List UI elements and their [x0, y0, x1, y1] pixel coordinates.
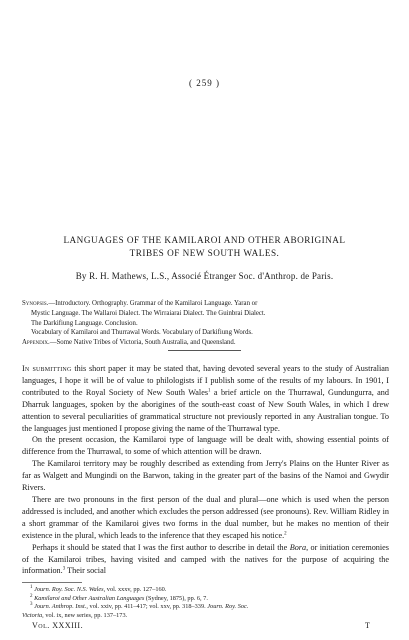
paragraph: In submitting this short paper it may be stated that, having devoted several years to the study of Australian languages, I hope it will be of value to philologists if I publish some of the results of my labours. In 1901, I contributed to the Royal Society of New South Wales$^1$ a brief article on the Thurrawal, Gundungurra, and Dharruk languages, spoken by the aborigines of the south-east coast of New South Wales, in which I drew attention to several peculiarities of grammatical structure not previously reported in any Australian tongue. To the languages just mentioned I propose giving the name of the Thurrawal type. [22, 364, 389, 433]
footnote-ref[interactable]: 1 [208, 388, 211, 394]
title-line-2: TRIBES OF NEW SOUTH WALES. [129, 248, 280, 258]
emphasis-bora: Bora [289, 542, 307, 552]
footnote-1: $^1$ Journ. Roy. Soc. N.S. Wales, vol. xxxv, pp. 127–160. [30, 584, 167, 593]
synopsis-line: Synopsis.—Introductory. Orthography. Grammar of the Kamilaroi Language. Yaran or [22, 300, 258, 307]
author-byline: By R. H. Mathews, L.S., Associé Étranger Soc. d'Anthrop. de Paris. [75, 271, 334, 281]
synopsis [22, 299, 388, 348]
appendix-label: Appendix. [22, 339, 50, 347]
article-body [22, 363, 389, 577]
synopsis-line: Vocabulary of Kamilaroi and Thurrawal Words. Vocabulary of Darkifiung Words. [31, 329, 253, 337]
section-divider [168, 350, 241, 351]
synopsis-line: The Darkifiung Language. Conclusion. [31, 319, 138, 327]
footnote-ref[interactable]: 3 [62, 566, 66, 572]
synopsis-line: Mystic Language. The Wallaroi Dialect. The Wirraiarai Dialect. The Guinbrai Dialect. [31, 309, 266, 317]
page-number: ( 259 ) [189, 78, 220, 88]
signature-mark: T [365, 621, 370, 630]
footnote-ref[interactable]: 2 [284, 530, 287, 536]
footnote-3: $^3$ Journ. Anthrop. Inst., vol. xxiv, pp. 411–417; vol. xxv, pp. 318–339. Journ. Roy. Soc. [30, 602, 249, 611]
paragraph: The Kamilaroi territory may be roughly described as extending from Jerry's Plains on the Hunter River as far as Walgett and Mungindi on the Barwon, taking in the greater part of the basins of the Namoi and Gwydir Rivers. [22, 459, 389, 493]
paragraph: There are two pronouns in the first person of the dual and plural—one which is used when the person addressed is included, and another which excludes the person addressed (see pronouns). Rev. William Ridley in a short grammar of the Kamilaroi gives two forms in the dual number, but he makes no mention of their existence in the plural, which leads to the inference that they escaped his notice.$^2$ [22, 494, 389, 540]
footnote-divider [22, 582, 82, 583]
footnotes [22, 586, 389, 620]
synopsis-label: Synopsis. [22, 300, 49, 307]
appendix-line: Appendix.—Some Native Tribes of Victoria, South Australia, and Queensland. [22, 339, 236, 347]
volume-label: Vol. XXXIII. [32, 621, 84, 630]
footnote-3-continued: Victoria, vol. ix, new series, pp. 137–173. [22, 611, 128, 619]
title-line-1: LANGUAGES OF THE KAMILAROI AND OTHER ABORIGINAL [63, 235, 346, 245]
paragraph: Perhaps it should be stated that I was the first author to describe in detail the Bora, or initiation ceremonies of the Kamilaroi tribes, having visited and camped with the natives for the purpose of acquiring the information.$^3$ Their social [22, 542, 389, 576]
paragraph: On the present occasion, the Kamilaroi type of language will be dealt with, showing essential points of difference from the Thurrawal, to some of which attention will be drawn. [22, 435, 389, 457]
footnote-2: $^2$ Kamilaroi and Other Australian Languages (Sydney, 1875), pp. 6, 7. [30, 593, 208, 602]
article-title [20, 234, 389, 260]
paragraph-lead: In submitting [22, 364, 72, 373]
